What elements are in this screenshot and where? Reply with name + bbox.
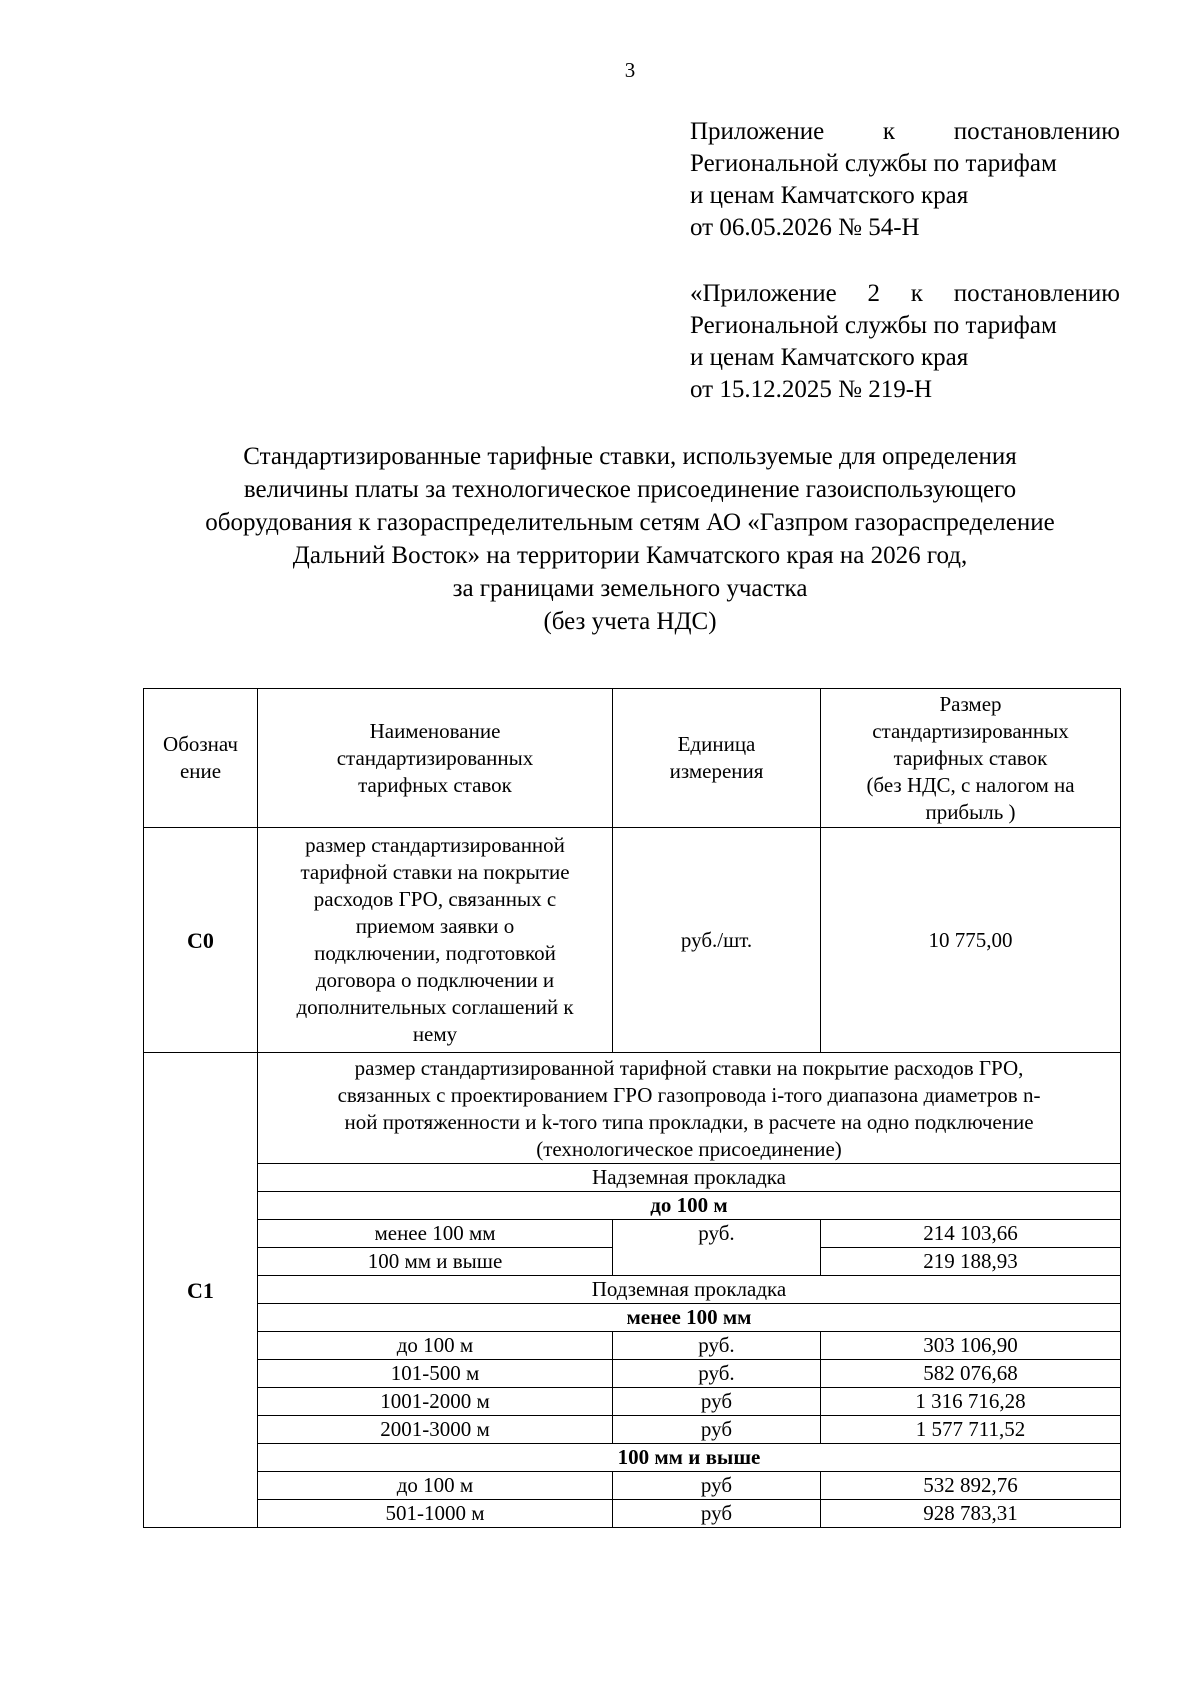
description-line: тарифной ставки на покрытие (300, 860, 570, 884)
table-row-c1-description (144, 1053, 1121, 1164)
page-number: 3 (624, 58, 636, 82)
row-value: 214 103,66 (821, 1220, 1121, 1248)
description-line: нему (412, 1022, 458, 1046)
section-row (144, 1192, 1121, 1220)
row-label: до 100 м (258, 1472, 613, 1500)
appendix-line: Региональной службы по тарифам (690, 150, 1057, 177)
title-line: величины платы за технологическое присоединение газоиспользующего (243, 476, 1017, 503)
header-text: стандартизированных (336, 745, 534, 770)
rate-description (258, 1053, 1121, 1164)
row-label: менее 100 мм (258, 1220, 613, 1248)
table-row (144, 1500, 1121, 1528)
header-text: тарифных ставок (893, 745, 1048, 770)
description-line: ной протяженности и k-того типа прокладки, в расчете на одно подключение (344, 1110, 1034, 1134)
rate-unit: руб./шт. (613, 828, 821, 1053)
title-line: Стандартизированные тарифные ставки, используемые для определения (243, 443, 1017, 470)
title-line: Дальний Восток» на территории Камчатского края на 2026 год, (292, 542, 968, 569)
table-row (144, 1220, 1121, 1248)
title-line: оборудования к газораспределительным сетям АО «Газпром газораспределение (205, 509, 1055, 536)
rate-code: С0 (144, 828, 258, 1053)
row-label: 100 мм и выше (258, 1248, 613, 1276)
row-value: 303 106,90 (821, 1332, 1121, 1360)
header-text: (без НДС, с налогом на (866, 772, 1075, 797)
tariff-rates-table (143, 688, 1121, 1528)
header-code (144, 689, 258, 828)
row-label: 1001-2000 м (258, 1388, 613, 1416)
section-underground: Подземная прокладка (258, 1276, 1121, 1304)
row-value: 582 076,68 (821, 1360, 1121, 1388)
section-row (144, 1304, 1121, 1332)
appendix-reference-current (690, 116, 1120, 244)
appendix-line: «Приложение 2 к постановлению (690, 280, 1120, 307)
table-header-row (144, 689, 1121, 828)
description-line: расходов ГРО, связанных с (313, 887, 557, 911)
document-title (130, 440, 1130, 638)
row-unit: руб. (613, 1332, 821, 1360)
row-unit: руб. (613, 1220, 821, 1276)
row-unit: руб (613, 1500, 821, 1528)
appendix-line: от 06.05.2026 № 54-Н (690, 214, 920, 241)
appendix-reference-original (690, 278, 1120, 406)
header-text: Единица (677, 732, 756, 756)
section-above-ground: Надземная прокладка (258, 1164, 1121, 1192)
appendix-line: Региональной службы по тарифам (690, 312, 1057, 339)
header-text: прибыль ) (925, 799, 1016, 824)
subsection-less-100mm: менее 100 мм (258, 1304, 1121, 1332)
appendix-line: Приложение к постановлению (690, 118, 1120, 145)
title-line: за границами земельного участка (452, 575, 808, 602)
header-unit (613, 689, 821, 828)
table-row-c0 (144, 828, 1121, 1053)
header-name (258, 689, 613, 828)
header-text: Обознач (163, 732, 238, 756)
table-row (144, 1472, 1121, 1500)
row-label: до 100 м (258, 1332, 613, 1360)
row-value: 928 783,31 (821, 1500, 1121, 1528)
header-text: ение (179, 759, 222, 783)
description-line: (технологическое присоединение) (536, 1137, 842, 1161)
subsection-up-to-100m: до 100 м (258, 1192, 1121, 1220)
table-row (144, 1360, 1121, 1388)
row-unit: руб (613, 1388, 821, 1416)
row-value: 532 892,76 (821, 1472, 1121, 1500)
header-text: тарифных ставок (358, 772, 512, 797)
description-line: договора о подключении и (315, 968, 555, 992)
row-label: 501-1000 м (258, 1500, 613, 1528)
row-label: 101-500 м (258, 1360, 613, 1388)
description-line: дополнительных соглашений к (296, 995, 574, 1019)
table-row (144, 1332, 1121, 1360)
row-value: 219 188,93 (821, 1248, 1121, 1276)
description-line: приемом заявки о (355, 914, 515, 938)
header-text: Наименование (369, 718, 501, 743)
description-line: подключении, подготовкой (314, 941, 556, 965)
row-unit: руб. (613, 1360, 821, 1388)
header-text: Размер (939, 691, 1002, 716)
description-line: размер стандартизированной тарифной ставки на покрытие расходов ГРО, (354, 1056, 1024, 1080)
rate-code: С1 (144, 1053, 258, 1528)
header-text: измерения (669, 759, 764, 783)
appendix-line: и ценам Камчатского края (690, 344, 969, 371)
row-unit: руб (613, 1416, 821, 1444)
section-row (144, 1164, 1121, 1192)
appendix-line: и ценам Камчатского края (690, 182, 969, 209)
title-line: (без учета НДС) (543, 608, 717, 635)
table-row (144, 1388, 1121, 1416)
subsection-from-100mm: 100 мм и выше (258, 1444, 1121, 1472)
row-value: 1 316 716,28 (821, 1388, 1121, 1416)
description-line: связанных с проектированием ГРО газопровода i-того диапазона диаметров n- (337, 1083, 1041, 1107)
section-row (144, 1444, 1121, 1472)
row-label: 2001-3000 м (258, 1416, 613, 1444)
rate-value: 10 775,00 (821, 828, 1121, 1053)
section-row (144, 1276, 1121, 1304)
table-row (144, 1416, 1121, 1444)
appendix-line: от 15.12.2025 № 219-Н (690, 376, 933, 403)
header-text: стандартизированных (872, 718, 1069, 743)
description-line: размер стандартизированной (305, 833, 565, 857)
rate-description (258, 828, 613, 1053)
row-unit: руб (613, 1472, 821, 1500)
header-value (821, 689, 1121, 828)
row-value: 1 577 711,52 (821, 1416, 1121, 1444)
